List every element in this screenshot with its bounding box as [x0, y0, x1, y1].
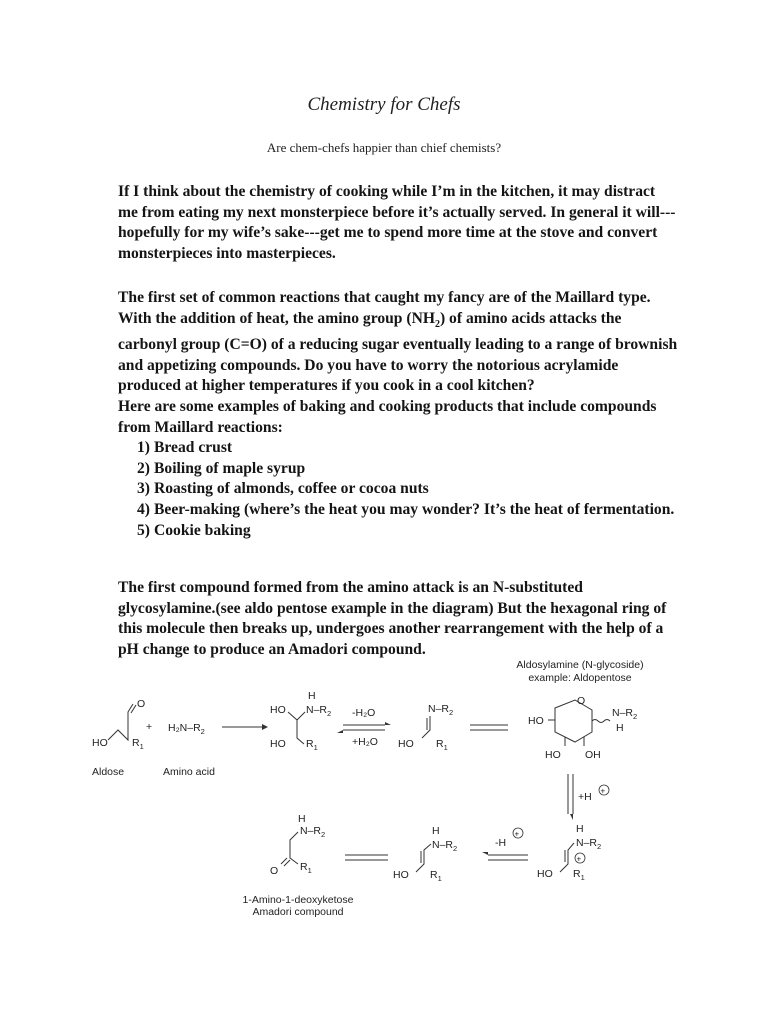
- amadori-r1: $R_1$: [300, 861, 312, 875]
- paragraph-maillard: [118, 288, 678, 541]
- amadori-structure: [243, 813, 354, 918]
- adduct-ho-bottom: HO: [270, 738, 286, 750]
- ring-nh: H: [616, 722, 624, 734]
- list-item: [118, 479, 678, 500]
- ring-ho-bottom: HO: [545, 749, 561, 761]
- paragraph-examples-text: Here are some examples of baking and cooking products that include compounds from Maillard reactions:: [118, 398, 657, 436]
- list-item: [118, 521, 678, 542]
- minus-h-label: -H: [495, 837, 507, 849]
- maillard-reaction-diagram: [0, 650, 768, 940]
- list-item-number: 5): [137, 521, 150, 539]
- amino-acid-structure: [163, 722, 215, 778]
- enaminol-n-r2: $N-R_2$: [432, 839, 458, 853]
- iminium-h: H: [576, 823, 584, 835]
- list-item-text: Boiling of maple syrup: [154, 459, 306, 477]
- paragraph-maillard-text: [118, 288, 678, 397]
- list-item: [118, 500, 678, 521]
- paragraph-amadori-text: The first compound formed from the amino attack is an N-substituted glycosylamine.(see aldo pentose example in the diagram) But the hexagonal ring of this molecule then breaks up, undergoes another rearrangement with the help of a pH change to produce an Amadori compound.: [118, 579, 667, 658]
- aldose-label: Aldose: [92, 766, 125, 778]
- list-item-number: 3): [137, 480, 150, 498]
- imine-n-r2: $N-R_2$: [428, 703, 454, 717]
- list-item-number: 2): [137, 459, 150, 477]
- aldose-oxygen: O: [137, 698, 146, 710]
- aldosylamine-caption-line1: Aldosylamine (N-glycoside): [516, 659, 644, 671]
- schiff-base-structure: [398, 703, 453, 752]
- paragraph-intro-text: If I think about the chemistry of cooking while I’m in the kitchen, it may distract me from eating my next monsterpiece before it’s actually served. In general it will---hopefully for my wife’s sake---get me to spend more time at the stove and convert monsterpieces into masterpieces.: [118, 183, 676, 262]
- amadori-oxygen: O: [270, 865, 279, 877]
- enaminol-r1: $R_1$: [430, 869, 442, 883]
- examples-list: [118, 438, 678, 541]
- list-item: [118, 459, 678, 480]
- enaminol-structure: [393, 825, 457, 883]
- aldosylamine-caption-line2: example: Aldopentose: [528, 672, 632, 684]
- enaminol-ho: HO: [393, 869, 409, 881]
- imine-ho: HO: [398, 738, 414, 750]
- list-item-text: Bread crust: [154, 439, 233, 457]
- adduct-amine: $N-R_2$: [306, 704, 332, 718]
- aldose-hydroxyl: HO: [92, 737, 108, 749]
- amadori-label-line1: 1-Amino-1-deoxyketose: [242, 894, 354, 906]
- adduct-h: H: [308, 690, 316, 702]
- iminium-ho: HO: [537, 868, 553, 880]
- paragraph-maillard-part1: The first set of common reactions that caught my fancy are of the Maillard type. With the addition of heat, the amino group (NH: [118, 289, 651, 327]
- imine-r1: $R_1$: [436, 738, 448, 752]
- list-item: [118, 438, 678, 459]
- iminium-n-r2: $N-R_2$: [576, 837, 602, 851]
- paragraph-amadori: [118, 578, 678, 660]
- plus-h-label: +H: [578, 791, 592, 803]
- iminium-charge: +: [576, 854, 582, 864]
- paragraph-maillard-subscript: 2: [434, 318, 440, 330]
- list-item-text: Beer-making (where’s the heat you may wonder? It’s the heat of fermentation.: [154, 501, 675, 519]
- list-item-number: 4): [137, 501, 150, 519]
- ring-n-r2: $N-R_2$: [612, 707, 638, 721]
- adduct-r1: $R_1$: [306, 738, 318, 752]
- plus-sign: +: [146, 721, 153, 733]
- aldosylamine-ring-structure: [528, 695, 637, 761]
- paragraph-intro: [118, 182, 678, 264]
- amino-acid-label: Amino acid: [163, 766, 215, 778]
- document-title: Chemistry for Chefs: [307, 94, 461, 115]
- plus-water-label: +H₂O: [352, 736, 378, 748]
- adduct-ho-top: HO: [270, 704, 286, 716]
- enaminol-h: H: [432, 825, 440, 837]
- aldose-structure: [92, 698, 145, 778]
- paragraph-maillard-part2: ) of amino acids attacks the carbonyl group (C=O) of a reducing sugar eventually leading to a range of brownish and appetizing compounds. Do you have to worry the notorious acrylamide produced at higher temperatures if you cook in a cool kitchen?: [118, 309, 678, 395]
- carbinolamine-structure: [270, 690, 331, 752]
- iminium-structure: [537, 823, 601, 882]
- amino-acid-formula: H₂N–$R_2$: [168, 722, 205, 736]
- minus-h-charge: +: [514, 829, 520, 839]
- document-subtitle: Are chem-chefs happier than chief chemists?: [266, 140, 502, 155]
- aldose-r1: $R_1$: [132, 737, 144, 751]
- list-item-text: Roasting of almonds, coffee or cocoa nuts: [154, 480, 429, 498]
- amadori-n-r2: $N-R_2$: [300, 825, 326, 839]
- plus-charge: +: [600, 786, 606, 796]
- ring-oh: OH: [585, 749, 601, 761]
- ring-ho: HO: [528, 715, 544, 727]
- amadori-label-line2: Amadori compound: [252, 906, 344, 918]
- amadori-h: H: [298, 813, 306, 825]
- ring-oxygen: O: [577, 695, 586, 707]
- list-item-text: Cookie baking: [154, 521, 251, 539]
- iminium-r1: $R_1$: [573, 868, 585, 882]
- reaction-arrow-1-head: [262, 724, 268, 730]
- list-item-number: 1): [137, 439, 150, 457]
- minus-water-label: -H₂O: [352, 707, 376, 719]
